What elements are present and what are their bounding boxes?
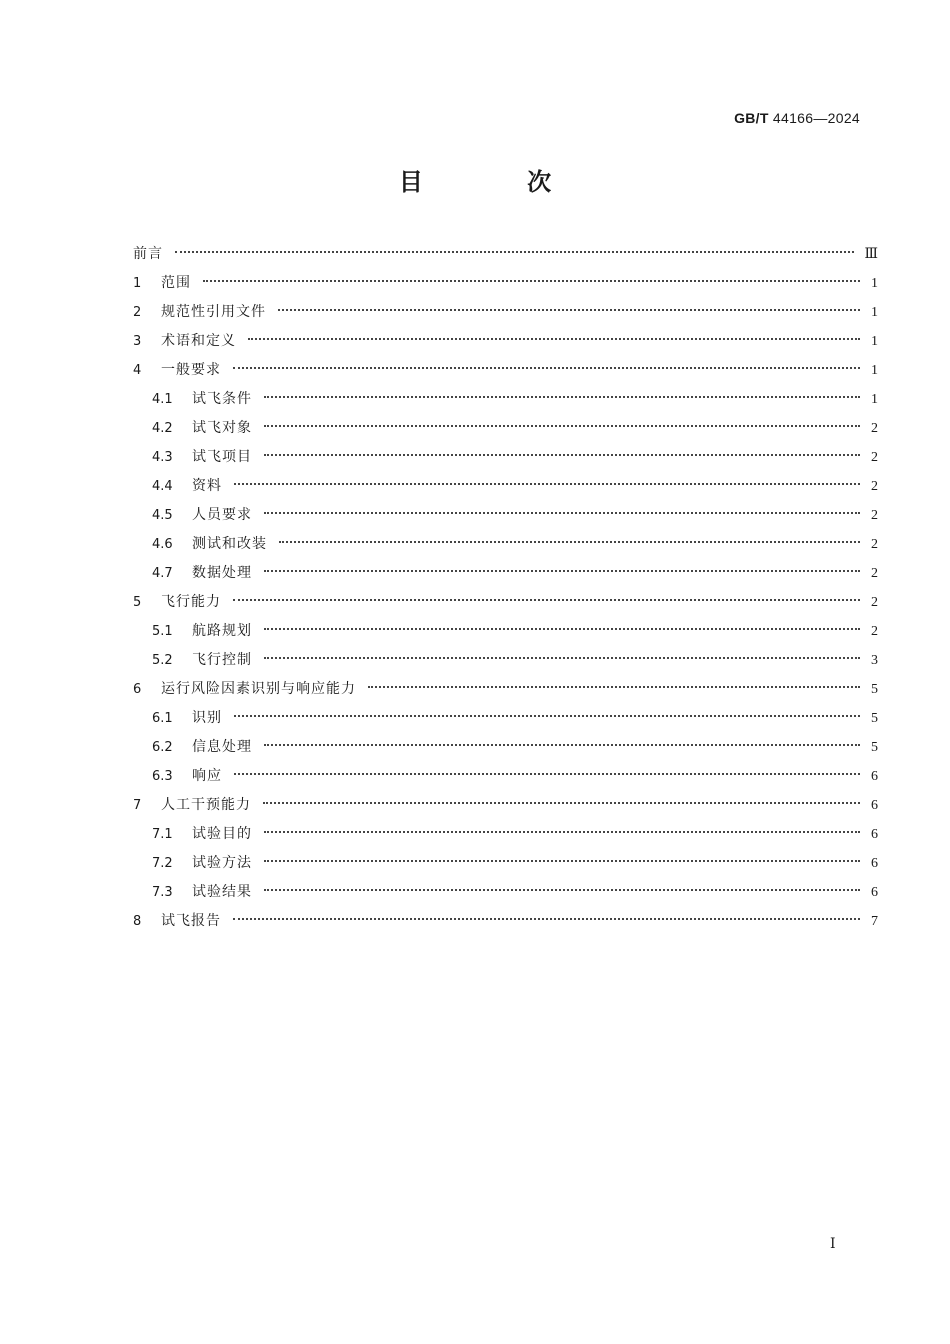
toc-entry-page: 2	[871, 450, 878, 465]
toc-entry-title: 识别	[192, 710, 222, 726]
toc-entry-title: 术语和定义	[161, 333, 236, 349]
toc-dot-leader	[264, 425, 860, 427]
toc-dot-leader	[233, 918, 860, 920]
toc-entry-number: 4.2	[152, 421, 173, 436]
toc-dot-leader	[233, 367, 860, 369]
toc-dot-leader	[264, 889, 860, 891]
toc-entry-page: 2	[871, 566, 878, 581]
toc-entry-title: 资料	[192, 478, 222, 494]
toc-entry-page: 6	[871, 856, 878, 871]
toc-entry-number: 8	[133, 914, 142, 929]
page-number: Ⅰ	[830, 1237, 836, 1252]
toc-dot-leader	[234, 773, 860, 775]
toc-entry-title: 飞行能力	[161, 594, 221, 610]
toc-entry-number: 4.7	[152, 566, 173, 581]
toc-entry-page: 6	[871, 827, 878, 842]
toc-entry-title: 人员要求	[192, 507, 252, 523]
toc-dot-leader	[264, 860, 860, 862]
toc-entry-number: 6.1	[152, 711, 173, 726]
toc-dot-leader	[264, 396, 860, 398]
toc-entry[interactable]	[133, 414, 878, 443]
toc-entry-title: 航路规划	[192, 623, 252, 639]
toc-entry-number: 3	[133, 334, 142, 349]
toc-entry-page: 2	[871, 624, 878, 639]
toc-dot-leader	[264, 570, 860, 572]
toc-entry-number: 1	[133, 276, 142, 291]
toc-entry[interactable]	[133, 704, 878, 733]
toc-entry-number: 4.4	[152, 479, 173, 494]
toc-entry-page: 2	[871, 479, 878, 494]
toc-entry[interactable]	[133, 617, 878, 646]
toc-dot-leader	[203, 280, 860, 282]
toc-entry-page: Ⅲ	[864, 247, 878, 262]
toc-entry-number: 6.3	[152, 769, 173, 784]
toc-dot-leader	[264, 831, 860, 833]
toc-entry-title: 响应	[192, 768, 222, 784]
toc-dot-leader	[263, 802, 860, 804]
toc-entry-title: 试验方法	[192, 855, 252, 871]
toc-entry-page: 6	[871, 769, 878, 784]
toc-entry-number: 4.6	[152, 537, 173, 552]
toc-entry[interactable]	[133, 878, 878, 907]
standard-code	[734, 110, 860, 126]
toc-entry-page: 1	[871, 334, 878, 349]
toc-entry-number: 5.2	[152, 653, 173, 668]
toc-entry-number: 4.3	[152, 450, 173, 465]
toc-entry-number: 7	[133, 798, 142, 813]
toc-entry-page: 5	[871, 682, 878, 697]
standard-code-number: 44166—2024	[772, 110, 860, 126]
toc-entry-page: 2	[871, 508, 878, 523]
toc-entry-page: 6	[871, 798, 878, 813]
toc-entry-title: 人工干预能力	[161, 797, 251, 813]
toc-dot-leader	[175, 251, 854, 253]
toc-entry-number: 5	[133, 595, 142, 610]
toc-entry[interactable]	[133, 501, 878, 530]
toc-entry[interactable]	[133, 675, 878, 704]
toc-entry-number: 7.1	[152, 827, 173, 842]
toc-entry-number: 4.1	[152, 392, 173, 407]
toc-dot-leader	[234, 483, 860, 485]
toc-entry-page: 2	[871, 421, 878, 436]
toc-entry-page: 1	[871, 363, 878, 378]
toc-entry[interactable]	[133, 820, 878, 849]
toc-entry-number: 6.2	[152, 740, 173, 755]
toc-entry-title: 飞行控制	[192, 652, 252, 668]
toc-dot-leader	[279, 541, 860, 543]
toc-entry-page: 5	[871, 740, 878, 755]
toc-dot-leader	[233, 599, 860, 601]
toc-entry[interactable]	[133, 733, 878, 762]
toc-entry-title: 试飞对象	[192, 420, 252, 436]
toc-dot-leader	[264, 744, 860, 746]
toc-entry[interactable]	[133, 443, 878, 472]
toc-entry[interactable]	[133, 791, 878, 820]
toc-entry-title: 运行风险因素识别与响应能力	[161, 681, 356, 697]
standard-code-prefix: GB/T	[734, 110, 769, 126]
toc-entry-page: 1	[871, 276, 878, 291]
toc-entry[interactable]	[133, 762, 878, 791]
toc-entry-title: 规范性引用文件	[161, 304, 266, 320]
toc-entry-title: 试验结果	[192, 884, 252, 900]
toc-entry-number: 7.3	[152, 885, 173, 900]
toc-entry-title: 试飞报告	[161, 913, 221, 929]
toc-entry[interactable]	[133, 385, 878, 414]
toc-entry[interactable]	[133, 298, 878, 327]
table-of-contents	[133, 240, 878, 936]
toc-entry-title: 试飞条件	[192, 391, 252, 407]
toc-entry-number: 4.5	[152, 508, 173, 523]
toc-entry-page: 1	[871, 392, 878, 407]
toc-entry-number: 5.1	[152, 624, 173, 639]
toc-entry-title: 信息处理	[192, 739, 252, 755]
toc-entry-number: 2	[133, 305, 142, 320]
toc-dot-leader	[278, 309, 860, 311]
toc-entry-page: 2	[871, 595, 878, 610]
toc-entry[interactable]	[133, 588, 878, 617]
toc-entry[interactable]	[133, 356, 878, 385]
toc-entry[interactable]	[133, 530, 878, 559]
toc-dot-leader	[264, 657, 860, 659]
toc-entry-number: 6	[133, 682, 142, 697]
toc-entry[interactable]	[133, 472, 878, 501]
page-title: 目 次	[398, 168, 600, 196]
toc-entry[interactable]	[133, 907, 878, 936]
toc-entry-title: 一般要求	[161, 362, 221, 378]
toc-entry-page: 2	[871, 537, 878, 552]
toc-entry[interactable]	[133, 559, 878, 588]
toc-entry-page: 1	[871, 305, 878, 320]
toc-entry-number: 7.2	[152, 856, 173, 871]
toc-entry[interactable]	[133, 240, 878, 269]
toc-entry-title: 试验目的	[192, 826, 252, 842]
toc-dot-leader	[264, 454, 860, 456]
toc-entry[interactable]	[133, 327, 878, 356]
toc-dot-leader	[248, 338, 860, 340]
toc-entry-page: 5	[871, 711, 878, 726]
toc-entry[interactable]	[133, 646, 878, 675]
toc-dot-leader	[264, 628, 860, 630]
toc-entry-page: 7	[871, 914, 878, 929]
toc-entry-number: 4	[133, 363, 142, 378]
toc-dot-leader	[234, 715, 860, 717]
toc-entry-page: 3	[871, 653, 878, 668]
toc-entry[interactable]	[133, 269, 878, 298]
toc-entry-title: 测试和改装	[192, 536, 267, 552]
toc-entry[interactable]	[133, 849, 878, 878]
toc-entry-title: 数据处理	[192, 565, 252, 581]
toc-dot-leader	[368, 686, 860, 688]
toc-dot-leader	[264, 512, 860, 514]
toc-entry-title: 范围	[161, 275, 191, 291]
toc-entry-title: 前言	[133, 246, 163, 262]
toc-entry-page: 6	[871, 885, 878, 900]
toc-entry-title: 试飞项目	[192, 449, 252, 465]
